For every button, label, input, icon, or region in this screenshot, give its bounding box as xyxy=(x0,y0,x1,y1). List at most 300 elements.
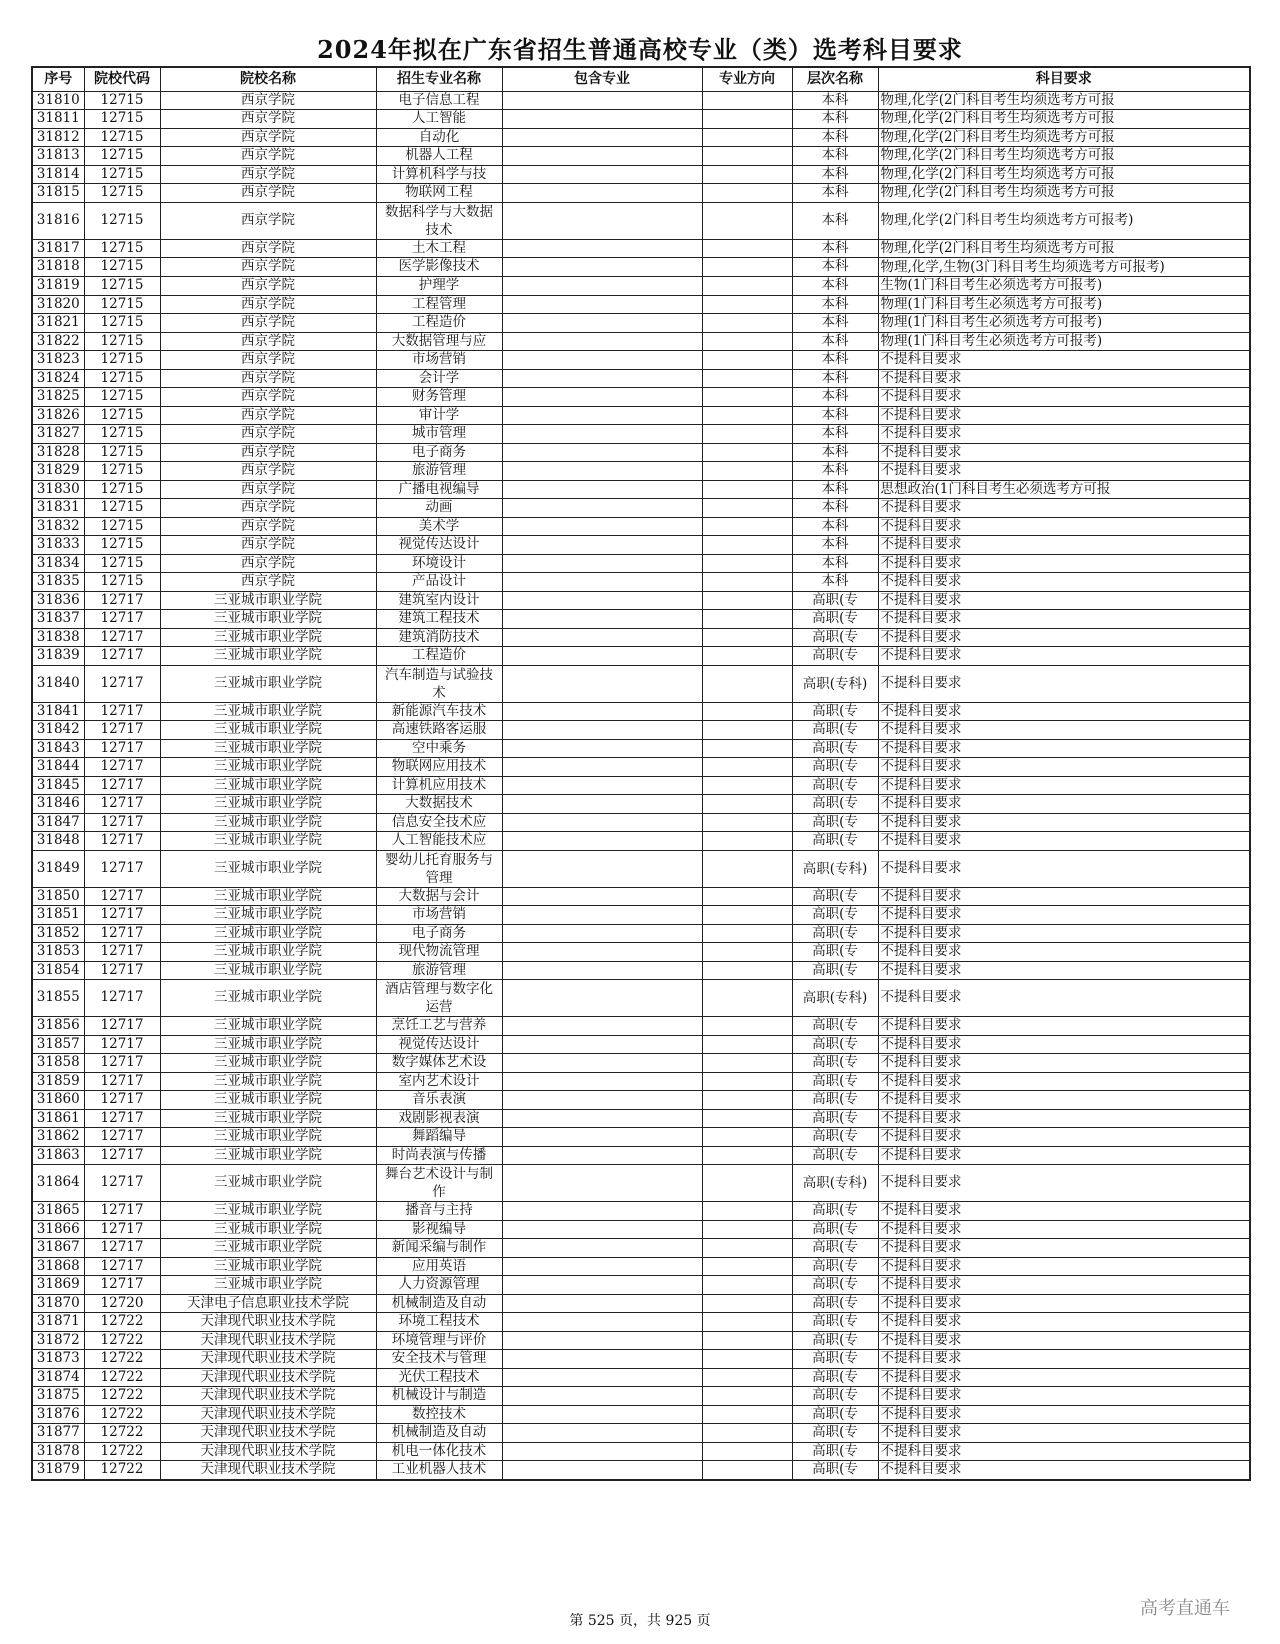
table-cell: 31862 xyxy=(32,1128,84,1147)
table-cell: 建筑工程技术 xyxy=(376,610,502,629)
table-cell xyxy=(502,961,702,980)
table-cell: 产品设计 xyxy=(376,573,502,592)
table-cell: 光伏工程技术 xyxy=(376,1368,502,1387)
table-cell: 12715 xyxy=(84,184,160,203)
table-cell: 不提科目要求 xyxy=(878,462,1250,481)
table-cell xyxy=(702,1146,792,1165)
table-cell: 12717 xyxy=(84,1257,160,1276)
table-cell: 建筑室内设计 xyxy=(376,591,502,610)
table-cell: 建筑消防技术 xyxy=(376,628,502,647)
table-cell: 31877 xyxy=(32,1424,84,1443)
table-row xyxy=(32,1405,1250,1424)
table-cell: 广播电视编导 xyxy=(376,480,502,499)
table-cell xyxy=(502,1239,702,1258)
table-cell: 三亚城市职业学院 xyxy=(160,1109,376,1128)
table-cell xyxy=(702,887,792,906)
table-cell: 本科 xyxy=(792,258,878,277)
table-row xyxy=(32,184,1250,203)
table-cell: 不提科目要求 xyxy=(878,1313,1250,1332)
table-cell xyxy=(702,110,792,129)
table-cell: 31834 xyxy=(32,554,84,573)
table-cell: 旅游管理 xyxy=(376,462,502,481)
table-cell xyxy=(502,1054,702,1073)
table-cell: 西京学院 xyxy=(160,165,376,184)
page-title: 2024年拟在广东省招生普通高校专业（类）选考科目要求 xyxy=(317,35,963,64)
table-row xyxy=(32,721,1250,740)
table-cell: 动画 xyxy=(376,499,502,518)
table-cell: 31873 xyxy=(32,1350,84,1369)
table-cell xyxy=(702,1331,792,1350)
table-cell: 不提科目要求 xyxy=(878,628,1250,647)
table-cell: 物联网应用技术 xyxy=(376,758,502,777)
table-cell xyxy=(502,443,702,462)
table-row xyxy=(32,425,1250,444)
table-cell xyxy=(702,1017,792,1036)
table-cell: 天津现代职业技术学院 xyxy=(160,1313,376,1332)
table-cell: 物理,化学(2门科目考生均须选考方可报 xyxy=(878,91,1250,110)
table-cell: 三亚城市职业学院 xyxy=(160,758,376,777)
table-cell: 31857 xyxy=(32,1035,84,1054)
table-row xyxy=(32,202,1250,239)
table-cell: 三亚城市职业学院 xyxy=(160,795,376,814)
table-cell: 12715 xyxy=(84,239,160,258)
table-cell: 12715 xyxy=(84,388,160,407)
table-cell xyxy=(702,1202,792,1221)
table-cell: 12715 xyxy=(84,295,160,314)
table-cell: 高职(专 xyxy=(792,1054,878,1073)
table-cell: 高职(专 xyxy=(792,813,878,832)
table-cell: 12722 xyxy=(84,1461,160,1480)
table-cell xyxy=(702,906,792,925)
table-row xyxy=(32,1387,1250,1406)
table-cell xyxy=(702,202,792,239)
table-cell: 31863 xyxy=(32,1146,84,1165)
table-cell xyxy=(502,832,702,851)
table-cell: 31825 xyxy=(32,388,84,407)
table-cell: 工业机器人技术 xyxy=(376,1461,502,1480)
table-row xyxy=(32,1424,1250,1443)
table-cell: 12715 xyxy=(84,499,160,518)
table-cell: 不提科目要求 xyxy=(878,961,1250,980)
table-row xyxy=(32,647,1250,666)
table-cell: 本科 xyxy=(792,462,878,481)
table-cell: 西京学院 xyxy=(160,536,376,555)
table-cell: 高职(专 xyxy=(792,1442,878,1461)
table-cell: 西京学院 xyxy=(160,351,376,370)
table-cell xyxy=(502,1442,702,1461)
table-cell: 时尚表演与传播 xyxy=(376,1146,502,1165)
table-cell: 31818 xyxy=(32,258,84,277)
table-cell xyxy=(702,425,792,444)
table-cell: 本科 xyxy=(792,184,878,203)
table-cell: 不提科目要求 xyxy=(878,850,1250,887)
table-cell: 不提科目要求 xyxy=(878,406,1250,425)
table-cell: 12722 xyxy=(84,1405,160,1424)
table-cell: 不提科目要求 xyxy=(878,1368,1250,1387)
table-cell xyxy=(502,1035,702,1054)
table-row xyxy=(32,628,1250,647)
table-cell: 12717 xyxy=(84,702,160,721)
table-cell: 31821 xyxy=(32,314,84,333)
table-cell xyxy=(502,1109,702,1128)
table-cell xyxy=(502,128,702,147)
table-cell: 本科 xyxy=(792,351,878,370)
table-cell: 不提科目要求 xyxy=(878,1146,1250,1165)
table-cell: 三亚城市职业学院 xyxy=(160,1202,376,1221)
table-cell: 12715 xyxy=(84,462,160,481)
table-cell xyxy=(502,850,702,887)
table-cell: 三亚城市职业学院 xyxy=(160,610,376,629)
table-row xyxy=(32,258,1250,277)
table-cell: 31864 xyxy=(32,1165,84,1202)
table-cell: 三亚城市职业学院 xyxy=(160,1017,376,1036)
table-cell: 环境设计 xyxy=(376,554,502,573)
table-row xyxy=(32,369,1250,388)
table-row xyxy=(32,610,1250,629)
table-cell: 本科 xyxy=(792,202,878,239)
table-cell: 12717 xyxy=(84,906,160,925)
table-cell: 12715 xyxy=(84,128,160,147)
table-cell: 生物(1门科目考生必须选考方可报考) xyxy=(878,277,1250,296)
table-cell xyxy=(702,1350,792,1369)
table-cell: 物理,化学(2门科目考生均须选考方可报 xyxy=(878,184,1250,203)
table-cell xyxy=(702,184,792,203)
table-cell xyxy=(502,314,702,333)
table-row xyxy=(32,91,1250,110)
table-row xyxy=(32,1202,1250,1221)
table-cell: 本科 xyxy=(792,314,878,333)
table-cell: 三亚城市职业学院 xyxy=(160,1276,376,1295)
table-cell: 不提科目要求 xyxy=(878,554,1250,573)
table-cell: 护理学 xyxy=(376,277,502,296)
table-cell: 西京学院 xyxy=(160,480,376,499)
table-cell: 31846 xyxy=(32,795,84,814)
table-cell: 12717 xyxy=(84,1276,160,1295)
table-row xyxy=(32,591,1250,610)
table-cell xyxy=(502,1294,702,1313)
table-cell: 12722 xyxy=(84,1331,160,1350)
table-cell: 12717 xyxy=(84,610,160,629)
table-cell xyxy=(702,91,792,110)
table-cell xyxy=(702,832,792,851)
table-cell: 大数据技术 xyxy=(376,795,502,814)
table-row xyxy=(32,906,1250,925)
table-cell xyxy=(502,1257,702,1276)
table-cell: 三亚城市职业学院 xyxy=(160,943,376,962)
table-cell: 不提科目要求 xyxy=(878,906,1250,925)
brand-watermark: 高考直通车 xyxy=(1140,1598,1230,1619)
table-cell xyxy=(702,943,792,962)
table-cell: 不提科目要求 xyxy=(878,536,1250,555)
table-row xyxy=(32,1313,1250,1332)
table-cell: 会计学 xyxy=(376,369,502,388)
table-cell: 西京学院 xyxy=(160,128,376,147)
table-cell: 不提科目要求 xyxy=(878,1072,1250,1091)
table-row xyxy=(32,665,1250,702)
table-cell xyxy=(702,443,792,462)
table-cell: 高职(专 xyxy=(792,1091,878,1110)
table-cell: 高职(专 xyxy=(792,721,878,740)
table-cell: 西京学院 xyxy=(160,295,376,314)
table-cell xyxy=(502,1405,702,1424)
table-cell: 31865 xyxy=(32,1202,84,1221)
table-cell: 本科 xyxy=(792,110,878,129)
table-cell: 影视编导 xyxy=(376,1220,502,1239)
table-cell: 本科 xyxy=(792,165,878,184)
table-cell: 数字媒体艺术设 xyxy=(376,1054,502,1073)
table-cell: 人力资源管理 xyxy=(376,1276,502,1295)
table-cell: 本科 xyxy=(792,406,878,425)
table-cell: 天津现代职业技术学院 xyxy=(160,1387,376,1406)
table-cell: 12717 xyxy=(84,628,160,647)
table-cell: 物联网工程 xyxy=(376,184,502,203)
table-cell xyxy=(502,943,702,962)
table-cell: 12715 xyxy=(84,110,160,129)
table-cell: 高职(专 xyxy=(792,924,878,943)
table-cell xyxy=(702,573,792,592)
table-cell: 本科 xyxy=(792,573,878,592)
table-cell: 高职(专 xyxy=(792,1405,878,1424)
table-cell: 高职(专 xyxy=(792,1035,878,1054)
table-cell: 三亚城市职业学院 xyxy=(160,1091,376,1110)
table-cell: 物理,化学(2门科目考生均须选考方可报 xyxy=(878,110,1250,129)
table-row xyxy=(32,147,1250,166)
table-cell: 12717 xyxy=(84,1165,160,1202)
table-cell: 31875 xyxy=(32,1387,84,1406)
table-cell: 三亚城市职业学院 xyxy=(160,776,376,795)
table-cell xyxy=(502,665,702,702)
table-cell: 高职(专 xyxy=(792,591,878,610)
table-cell xyxy=(702,388,792,407)
table-cell: 高职(专 xyxy=(792,795,878,814)
table-cell xyxy=(702,1442,792,1461)
table-cell: 西京学院 xyxy=(160,202,376,239)
table-cell: 物理,化学,生物(3门科目考生均须选考方可报考) xyxy=(878,258,1250,277)
table-cell: 西京学院 xyxy=(160,388,376,407)
table-cell: 医学影像技术 xyxy=(376,258,502,277)
table-cell xyxy=(702,1461,792,1480)
table-cell: 西京学院 xyxy=(160,332,376,351)
table-cell xyxy=(702,961,792,980)
table-cell: 三亚城市职业学院 xyxy=(160,832,376,851)
table-row xyxy=(32,1109,1250,1128)
table-cell xyxy=(502,277,702,296)
table-cell: 31840 xyxy=(32,665,84,702)
table-cell xyxy=(702,758,792,777)
table-cell: 12717 xyxy=(84,943,160,962)
table-cell: 高职(专 xyxy=(792,1017,878,1036)
table-cell: 审计学 xyxy=(376,406,502,425)
table-cell: 三亚城市职业学院 xyxy=(160,1128,376,1147)
table-cell: 12717 xyxy=(84,1091,160,1110)
table-cell: 西京学院 xyxy=(160,425,376,444)
table-cell xyxy=(502,1461,702,1480)
table-cell xyxy=(702,128,792,147)
table-cell xyxy=(502,202,702,239)
table-cell: 高职(专 xyxy=(792,1257,878,1276)
table-cell: 不提科目要求 xyxy=(878,924,1250,943)
table-cell: 31823 xyxy=(32,351,84,370)
table-cell xyxy=(502,1331,702,1350)
table-cell: 12722 xyxy=(84,1313,160,1332)
table-cell xyxy=(502,184,702,203)
table-cell: 西京学院 xyxy=(160,258,376,277)
table-row xyxy=(32,1294,1250,1313)
table-cell: 不提科目要求 xyxy=(878,1035,1250,1054)
table-row xyxy=(32,388,1250,407)
table-cell xyxy=(702,850,792,887)
table-cell: 机械制造及自动 xyxy=(376,1424,502,1443)
table-cell: 西京学院 xyxy=(160,110,376,129)
column-header: 科目要求 xyxy=(878,67,1250,91)
table-cell: 视觉传达设计 xyxy=(376,536,502,555)
table-cell: 不提科目要求 xyxy=(878,758,1250,777)
table-cell: 高职(专 xyxy=(792,1313,878,1332)
table-cell: 12722 xyxy=(84,1350,160,1369)
table-cell: 三亚城市职业学院 xyxy=(160,1165,376,1202)
table-cell: 不提科目要求 xyxy=(878,1017,1250,1036)
table-cell: 电子商务 xyxy=(376,924,502,943)
table-cell: 31859 xyxy=(32,1072,84,1091)
table-cell: 本科 xyxy=(792,480,878,499)
table-cell: 12717 xyxy=(84,850,160,887)
table-cell xyxy=(702,628,792,647)
table-cell xyxy=(702,795,792,814)
table-cell xyxy=(702,1239,792,1258)
table-cell: 不提科目要求 xyxy=(878,369,1250,388)
table-row xyxy=(32,536,1250,555)
table-cell xyxy=(702,647,792,666)
table-cell: 高职(专科) xyxy=(792,850,878,887)
table-cell: 西京学院 xyxy=(160,314,376,333)
table-cell: 高职(专 xyxy=(792,1368,878,1387)
table-cell: 31829 xyxy=(32,462,84,481)
table-cell: 天津现代职业技术学院 xyxy=(160,1368,376,1387)
table-cell xyxy=(502,628,702,647)
table-cell: 31855 xyxy=(32,980,84,1017)
table-cell xyxy=(502,1072,702,1091)
table-cell: 高职(专 xyxy=(792,1424,878,1443)
table-cell xyxy=(702,332,792,351)
table-cell xyxy=(702,295,792,314)
table-cell: 31816 xyxy=(32,202,84,239)
table-cell: 31830 xyxy=(32,480,84,499)
table-cell: 三亚城市职业学院 xyxy=(160,665,376,702)
table-cell: 本科 xyxy=(792,443,878,462)
table-cell: 高职(专 xyxy=(792,1109,878,1128)
table-cell: 12717 xyxy=(84,721,160,740)
table-cell: 31831 xyxy=(32,499,84,518)
table-cell: 12722 xyxy=(84,1424,160,1443)
table-cell: 高职(专 xyxy=(792,1276,878,1295)
table-cell: 播音与主持 xyxy=(376,1202,502,1221)
table-cell: 机器人工程 xyxy=(376,147,502,166)
table-cell xyxy=(702,277,792,296)
table-cell: 天津现代职业技术学院 xyxy=(160,1331,376,1350)
table-cell: 高职(专 xyxy=(792,1146,878,1165)
table-cell: 31854 xyxy=(32,961,84,980)
table-cell xyxy=(502,425,702,444)
table-row xyxy=(32,314,1250,333)
table-cell: 机械制造及自动 xyxy=(376,1294,502,1313)
table-cell: 本科 xyxy=(792,128,878,147)
table-row xyxy=(32,295,1250,314)
table-cell: 31832 xyxy=(32,517,84,536)
table-cell: 烹饪工艺与营养 xyxy=(376,1017,502,1036)
table-cell xyxy=(502,721,702,740)
column-header: 序号 xyxy=(32,67,84,91)
table-cell: 不提科目要求 xyxy=(878,517,1250,536)
table-cell xyxy=(702,165,792,184)
page-footer: 第 525 页，共 925 页 xyxy=(569,1613,711,1629)
table-cell: 12715 xyxy=(84,554,160,573)
table-cell: 不提科目要求 xyxy=(878,702,1250,721)
table-cell: 工程造价 xyxy=(376,314,502,333)
table-cell: 现代物流管理 xyxy=(376,943,502,962)
table-cell: 31871 xyxy=(32,1313,84,1332)
table-cell: 12715 xyxy=(84,480,160,499)
table-cell: 大数据管理与应 xyxy=(376,332,502,351)
table-cell: 电子商务 xyxy=(376,443,502,462)
table-cell: 31849 xyxy=(32,850,84,887)
table-cell: 31874 xyxy=(32,1368,84,1387)
table-cell: 高职(专科) xyxy=(792,980,878,1017)
table-cell: 12717 xyxy=(84,1035,160,1054)
table-cell xyxy=(502,499,702,518)
table-cell xyxy=(502,480,702,499)
table-cell xyxy=(502,758,702,777)
table-cell xyxy=(702,147,792,166)
table-cell xyxy=(502,554,702,573)
table-cell: 西京学院 xyxy=(160,277,376,296)
table-cell: 西京学院 xyxy=(160,91,376,110)
table-cell: 高职(专科) xyxy=(792,665,878,702)
table-row xyxy=(32,776,1250,795)
table-cell: 31838 xyxy=(32,628,84,647)
table-cell: 31841 xyxy=(32,702,84,721)
table-cell: 31819 xyxy=(32,277,84,296)
table-cell: 不提科目要求 xyxy=(878,1294,1250,1313)
table-cell xyxy=(502,924,702,943)
table-cell xyxy=(702,1091,792,1110)
table-cell: 12715 xyxy=(84,573,160,592)
table-cell: 12717 xyxy=(84,1202,160,1221)
table-cell: 31869 xyxy=(32,1276,84,1295)
table-cell: 三亚城市职业学院 xyxy=(160,906,376,925)
table-cell: 12717 xyxy=(84,776,160,795)
table-cell: 数控技术 xyxy=(376,1405,502,1424)
table-cell: 12715 xyxy=(84,406,160,425)
table-cell: 不提科目要求 xyxy=(878,739,1250,758)
table-cell: 不提科目要求 xyxy=(878,443,1250,462)
table-row xyxy=(32,1165,1250,1202)
table-cell: 不提科目要求 xyxy=(878,573,1250,592)
table-cell: 不提科目要求 xyxy=(878,591,1250,610)
table-cell xyxy=(502,258,702,277)
table-cell: 西京学院 xyxy=(160,147,376,166)
table-cell xyxy=(702,739,792,758)
table-cell xyxy=(502,887,702,906)
table-cell: 三亚城市职业学院 xyxy=(160,1239,376,1258)
table-cell: 12717 xyxy=(84,665,160,702)
table-cell: 12717 xyxy=(84,1109,160,1128)
table-cell: 12717 xyxy=(84,795,160,814)
table-cell: 12717 xyxy=(84,1072,160,1091)
table-cell: 本科 xyxy=(792,369,878,388)
table-cell: 不提科目要求 xyxy=(878,1276,1250,1295)
table-cell: 物理,化学(2门科目考生均须选考方可报 xyxy=(878,239,1250,258)
table-cell: 酒店管理与数字化运营 xyxy=(376,980,502,1017)
